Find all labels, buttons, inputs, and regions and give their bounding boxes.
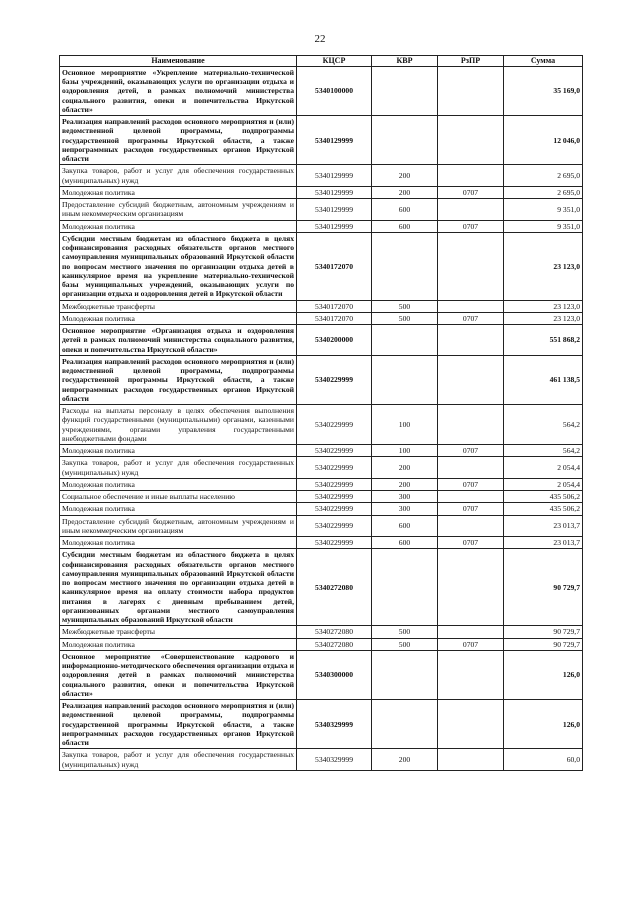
row-rzpr-cell — [438, 405, 504, 445]
table-row — [60, 700, 583, 749]
row-name-cell: Молодежная политика — [60, 220, 297, 232]
row-sum-cell: 564,2 — [504, 405, 583, 445]
row-name-cell: Закупка товаров, работ и услуг для обеспечения государственных (муниципальных) нужд — [60, 165, 297, 187]
row-kcsr-cell: 5340200000 — [297, 325, 372, 356]
table-row — [60, 650, 583, 699]
row-rzpr-cell — [438, 165, 504, 187]
table-row — [60, 749, 583, 771]
column-header-sum: Сумма — [504, 56, 583, 67]
row-name-cell: Предоставление субсидий бюджетным, автономным учреждениям и иным некоммерческим организациям — [60, 515, 297, 537]
table-row — [60, 515, 583, 537]
row-rzpr-cell — [438, 300, 504, 312]
row-kvr-cell: 100 — [372, 405, 438, 445]
row-rzpr-cell — [438, 650, 504, 699]
row-name-cell: Реализация направлений расходов основного мероприятия и (или) ведомственной целевой программы, подпрограммы государственной программы Иркутской области, а также непрограммных расходов государственных органов Иркутской области — [60, 116, 297, 165]
row-name-cell: Социальное обеспечение и иные выплаты населению — [60, 491, 297, 503]
table-row — [60, 116, 583, 165]
row-kcsr-cell: 5340229999 — [297, 457, 372, 479]
row-kvr-cell — [372, 650, 438, 699]
row-sum-cell: 461 138,5 — [504, 355, 583, 404]
row-rzpr-cell — [438, 491, 504, 503]
row-kcsr-cell: 5340129999 — [297, 165, 372, 187]
row-rzpr-cell — [438, 515, 504, 537]
row-kvr-cell — [372, 232, 438, 300]
row-kcsr-cell: 5340229999 — [297, 515, 372, 537]
row-rzpr-cell — [438, 199, 504, 221]
row-name-cell: Молодежная политика — [60, 638, 297, 650]
row-kvr-cell — [372, 66, 438, 115]
row-kcsr-cell: 5340272080 — [297, 549, 372, 626]
row-rzpr-cell: 0707 — [438, 312, 504, 324]
row-sum-cell: 2 695,0 — [504, 165, 583, 187]
row-sum-cell: 60,0 — [504, 749, 583, 771]
row-kvr-cell: 200 — [372, 186, 438, 198]
row-name-cell: Основное мероприятие «Организация отдыха и оздоровления детей в рамках полномочий министерства социального развития, опеки и попечительства Иркутской области» — [60, 325, 297, 356]
row-rzpr-cell: 0707 — [438, 638, 504, 650]
row-kvr-cell: 200 — [372, 749, 438, 771]
row-kcsr-cell: 5340229999 — [297, 478, 372, 490]
table-row — [60, 457, 583, 479]
row-kcsr-cell: 5340229999 — [297, 503, 372, 515]
row-kvr-cell: 300 — [372, 491, 438, 503]
row-rzpr-cell — [438, 66, 504, 115]
table-row — [60, 232, 583, 300]
row-sum-cell: 2 695,0 — [504, 186, 583, 198]
row-sum-cell: 126,0 — [504, 700, 583, 749]
row-rzpr-cell: 0707 — [438, 186, 504, 198]
row-name-cell: Реализация направлений расходов основного мероприятия и (или) ведомственной целевой программы, подпрограммы государственной программы Иркутской области, а также непрограммных расходов государственных органов Иркутской области — [60, 700, 297, 749]
row-sum-cell: 90 729,7 — [504, 549, 583, 626]
row-name-cell: Молодежная политика — [60, 312, 297, 324]
row-name-cell: Закупка товаров, работ и услуг для обеспечения государственных (муниципальных) нужд — [60, 457, 297, 479]
row-sum-cell: 23 123,0 — [504, 312, 583, 324]
row-sum-cell: 23 123,0 — [504, 300, 583, 312]
table-row — [60, 638, 583, 650]
row-name-cell: Молодежная политика — [60, 478, 297, 490]
row-kcsr-cell: 5340329999 — [297, 749, 372, 771]
row-sum-cell: 2 054,4 — [504, 478, 583, 490]
row-rzpr-cell: 0707 — [438, 478, 504, 490]
table-row — [60, 355, 583, 404]
row-kcsr-cell: 5340129999 — [297, 220, 372, 232]
row-sum-cell: 551 868,2 — [504, 325, 583, 356]
row-kcsr-cell: 5340172070 — [297, 312, 372, 324]
row-sum-cell: 90 729,7 — [504, 626, 583, 638]
table-row — [60, 199, 583, 221]
row-kcsr-cell: 5340272080 — [297, 638, 372, 650]
row-rzpr-cell — [438, 457, 504, 479]
row-kcsr-cell: 5340229999 — [297, 405, 372, 445]
row-sum-cell: 35 169,0 — [504, 66, 583, 115]
row-name-cell: Основное мероприятие «Совершенствование кадрового и информационно-методического обеспечения организации отдыха и оздоровления детей в рамках полномочий министерства социального развития, опеки и попечительства Иркутской области» — [60, 650, 297, 699]
row-kvr-cell — [372, 549, 438, 626]
row-sum-cell: 2 054,4 — [504, 457, 583, 479]
row-kvr-cell: 200 — [372, 478, 438, 490]
row-kvr-cell: 100 — [372, 445, 438, 457]
table-row — [60, 626, 583, 638]
row-kvr-cell: 500 — [372, 638, 438, 650]
row-kcsr-cell: 5340229999 — [297, 537, 372, 549]
table-row — [60, 537, 583, 549]
row-kcsr-cell: 5340172070 — [297, 300, 372, 312]
row-sum-cell: 435 506,2 — [504, 491, 583, 503]
row-kvr-cell: 200 — [372, 165, 438, 187]
row-kvr-cell: 500 — [372, 312, 438, 324]
row-kcsr-cell: 5340300000 — [297, 650, 372, 699]
row-kvr-cell: 600 — [372, 220, 438, 232]
row-name-cell: Субсидии местным бюджетам из областного бюджета в целях софинансирования расходных обязательств органов местного самоуправления муниципальных образований Иркутской области по вопросам местного значения по организации отдыха детей в каникулярное время на укрепление материально-технической базы муниципальных учреждений, оказывающих услуги по организации отдыха и оздоровления детей в Иркутской области — [60, 232, 297, 300]
row-name-cell: Молодежная политика — [60, 503, 297, 515]
row-kvr-cell: 500 — [372, 300, 438, 312]
row-kcsr-cell: 5340329999 — [297, 700, 372, 749]
column-header-rzpr: РзПР — [438, 56, 504, 67]
row-name-cell: Молодежная политика — [60, 186, 297, 198]
row-sum-cell: 564,2 — [504, 445, 583, 457]
row-name-cell: Межбюджетные трансферты — [60, 300, 297, 312]
table-header-row — [60, 56, 583, 67]
table-row — [60, 549, 583, 626]
row-kvr-cell: 200 — [372, 457, 438, 479]
row-rzpr-cell — [438, 749, 504, 771]
table-row — [60, 165, 583, 187]
table-row — [60, 220, 583, 232]
row-sum-cell: 23 123,0 — [504, 232, 583, 300]
row-rzpr-cell: 0707 — [438, 503, 504, 515]
row-kvr-cell: 300 — [372, 503, 438, 515]
row-rzpr-cell: 0707 — [438, 220, 504, 232]
row-sum-cell: 9 351,0 — [504, 199, 583, 221]
row-rzpr-cell — [438, 116, 504, 165]
row-sum-cell: 90 729,7 — [504, 638, 583, 650]
table-row — [60, 312, 583, 324]
row-rzpr-cell — [438, 232, 504, 300]
row-sum-cell: 126,0 — [504, 650, 583, 699]
row-rzpr-cell — [438, 626, 504, 638]
row-sum-cell: 9 351,0 — [504, 220, 583, 232]
row-name-cell: Расходы на выплаты персоналу в целях обеспечения выполнения функций государственными (муниципальными) органами, казенными учреждениями, органами управления государственными внебюджетными фондами — [60, 405, 297, 445]
row-kcsr-cell: 5340172070 — [297, 232, 372, 300]
row-name-cell: Реализация направлений расходов основного мероприятия и (или) ведомственной целевой программы, подпрограммы государственной программы Иркутской области, а также непрограммных расходов государственных органов Иркутской области — [60, 355, 297, 404]
table-body — [60, 66, 583, 770]
row-rzpr-cell: 0707 — [438, 445, 504, 457]
row-kvr-cell: 600 — [372, 515, 438, 537]
table-row — [60, 491, 583, 503]
row-kcsr-cell: 5340100000 — [297, 66, 372, 115]
column-header-name: Наименование — [60, 56, 297, 67]
row-kvr-cell: 500 — [372, 626, 438, 638]
row-name-cell: Межбюджетные трансферты — [60, 626, 297, 638]
table-row — [60, 503, 583, 515]
row-name-cell: Субсидии местным бюджетам из областного бюджета в целях софинансирования расходных обязательств органов местного самоуправления муниципальных образований Иркутской области по вопросам местного значения по организации отдыха детей в каникулярное время на оплату стоимости набора продуктов питания в лагерях с дневным пребыванием детей, организованных органами местного самоуправления муниципальных образований Иркутской области — [60, 549, 297, 626]
row-kcsr-cell: 5340272080 — [297, 626, 372, 638]
table-row — [60, 66, 583, 115]
row-rzpr-cell — [438, 700, 504, 749]
row-name-cell: Предоставление субсидий бюджетным, автономным учреждениям и иным некоммерческим организациям — [60, 199, 297, 221]
row-sum-cell: 12 046,0 — [504, 116, 583, 165]
table-row — [60, 405, 583, 445]
table-row — [60, 325, 583, 356]
row-sum-cell: 23 013,7 — [504, 515, 583, 537]
row-kvr-cell — [372, 116, 438, 165]
table-row — [60, 186, 583, 198]
row-kcsr-cell: 5340229999 — [297, 355, 372, 404]
row-kvr-cell — [372, 355, 438, 404]
row-kcsr-cell: 5340229999 — [297, 491, 372, 503]
row-rzpr-cell — [438, 549, 504, 626]
row-kcsr-cell: 5340129999 — [297, 186, 372, 198]
row-rzpr-cell: 0707 — [438, 537, 504, 549]
table-row — [60, 445, 583, 457]
row-name-cell: Молодежная политика — [60, 445, 297, 457]
row-sum-cell: 23 013,7 — [504, 537, 583, 549]
column-header-kvr: КВР — [372, 56, 438, 67]
row-sum-cell: 435 506,2 — [504, 503, 583, 515]
row-rzpr-cell — [438, 325, 504, 356]
row-rzpr-cell — [438, 355, 504, 404]
row-name-cell: Основное мероприятие «Укрепление материально-технической базы учреждений, оказывающих услуги по организации отдыха и оздоровления детей, в рамках полномочий министерства социального развития, опеки и попечительства Иркутской области» — [60, 66, 297, 115]
row-kcsr-cell: 5340129999 — [297, 199, 372, 221]
row-kvr-cell: 600 — [372, 537, 438, 549]
row-kvr-cell — [372, 325, 438, 356]
column-header-kcsr: КЦСР — [297, 56, 372, 67]
row-kcsr-cell: 5340229999 — [297, 445, 372, 457]
row-name-cell: Молодежная политика — [60, 537, 297, 549]
row-kcsr-cell: 5340129999 — [297, 116, 372, 165]
page-number: 22 — [314, 33, 326, 45]
table-row — [60, 300, 583, 312]
budget-table — [59, 55, 583, 771]
table-row — [60, 478, 583, 490]
row-name-cell: Закупка товаров, работ и услуг для обеспечения государственных (муниципальных) нужд — [60, 749, 297, 771]
row-kvr-cell: 600 — [372, 199, 438, 221]
row-kvr-cell — [372, 700, 438, 749]
